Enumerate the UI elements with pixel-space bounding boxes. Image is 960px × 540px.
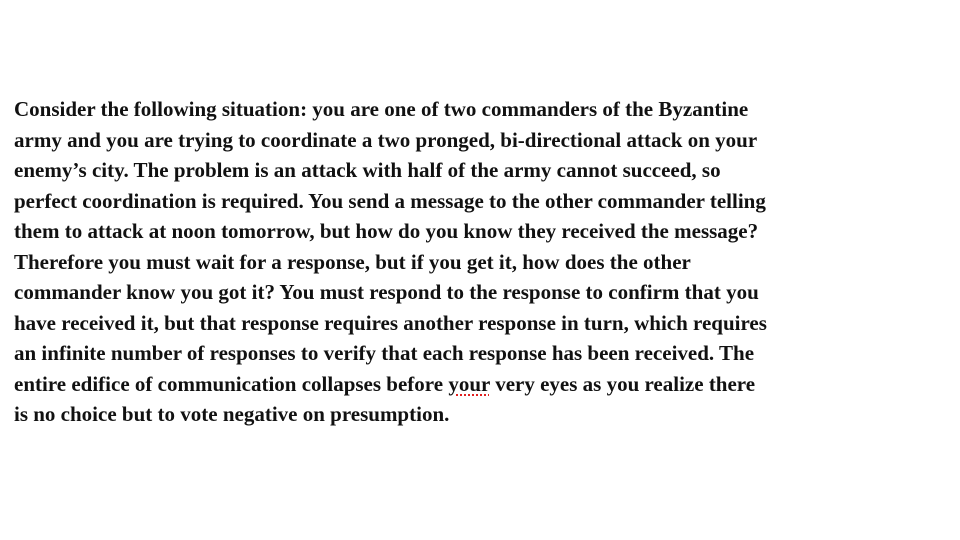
body-paragraph [14,94,944,430]
text-line: Therefore you must wait for a response, but if you get it, how does the other [14,249,691,274]
text-line: commander know you got it? You must respond to the response to confirm that you [14,280,759,304]
spellcheck-flagged-word[interactable]: your [448,371,490,396]
text-line: perfect coordination is required. You send a message to the other commander telling [14,188,766,213]
text-segment: entire edifice of communication collapses before [14,371,449,396]
text-line [14,369,944,400]
text-line: have received it, but that response requires another response in turn, which requires [14,310,767,335]
text-line: them to attack at noon tomorrow, but how do you know they received the message? [14,219,759,243]
text-line: an infinite number of responses to verify that each response has been received. The [14,341,755,365]
text-line: Consider the following situation: you are one of two commanders of the Byzantine [14,97,749,121]
text-segment: very eyes as you realize there [489,371,756,396]
text-line: enemy’s city. The problem is an attack with half of the army cannot succeed, so [14,158,721,182]
text-line: is no choice but to vote negative on presumption. [14,402,450,426]
text-line: army and you are trying to coordinate a two pronged, bi-directional attack on your [14,127,758,152]
